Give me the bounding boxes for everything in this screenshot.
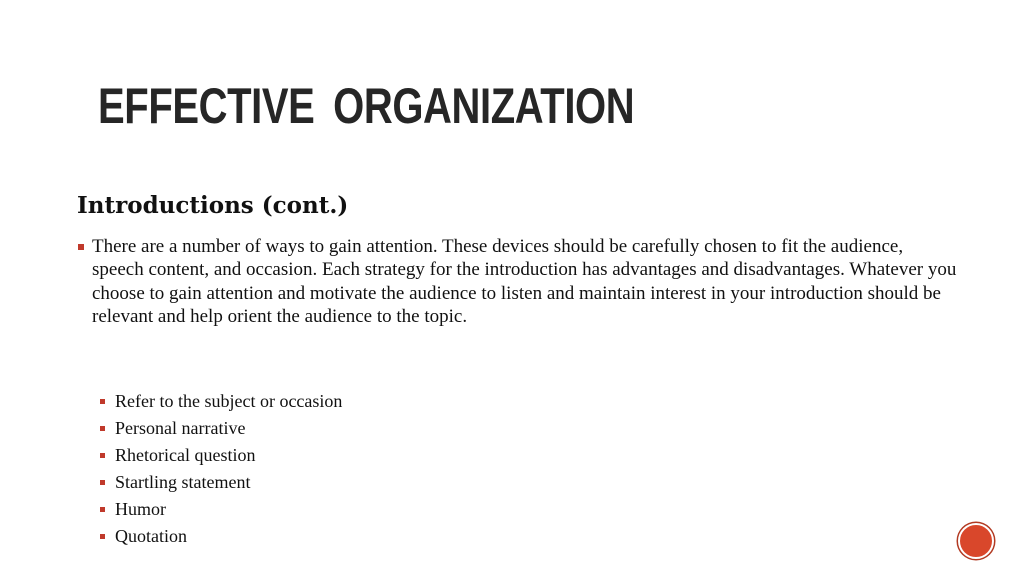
strategy-list — [100, 388, 342, 550]
list-item-label: Refer to the subject or occasion — [115, 391, 343, 411]
bullet-square-icon — [78, 244, 84, 250]
bullet-square-icon — [100, 507, 105, 512]
list-item — [100, 442, 342, 469]
list-item-label: Humor — [115, 499, 166, 519]
slide-number-badge — [958, 523, 994, 559]
bullet-square-icon — [100, 426, 105, 431]
bullet-square-icon — [100, 480, 105, 485]
list-item — [100, 469, 342, 496]
list-item-label: Startling statement — [115, 472, 251, 492]
main-bullet — [77, 235, 957, 329]
bullet-square-icon — [100, 453, 105, 458]
list-item — [100, 388, 342, 415]
slide-subtitle: Introductions (cont.) — [77, 192, 349, 219]
list-item — [100, 496, 342, 523]
list-item — [100, 523, 342, 550]
list-item-label: Personal narrative — [115, 418, 246, 438]
bullet-square-icon — [100, 399, 105, 404]
list-item — [100, 415, 342, 442]
main-bullet-text: There are a number of ways to gain attention. These devices should be carefully chosen to fit the audience, speech content, and occasion. Each strategy for the introduction has advantages and disadvantages. Whatever you choose to gain attention and motivate the audience to listen and maintain interest in your introduction should be relevant and help orient the audience to the topic. — [92, 236, 957, 328]
list-item-label: Rhetorical question — [115, 445, 256, 465]
bullet-square-icon — [100, 534, 105, 539]
list-item-label: Quotation — [115, 526, 187, 546]
slide-title: EFFECTIVE ORGANIZATION — [98, 78, 635, 134]
